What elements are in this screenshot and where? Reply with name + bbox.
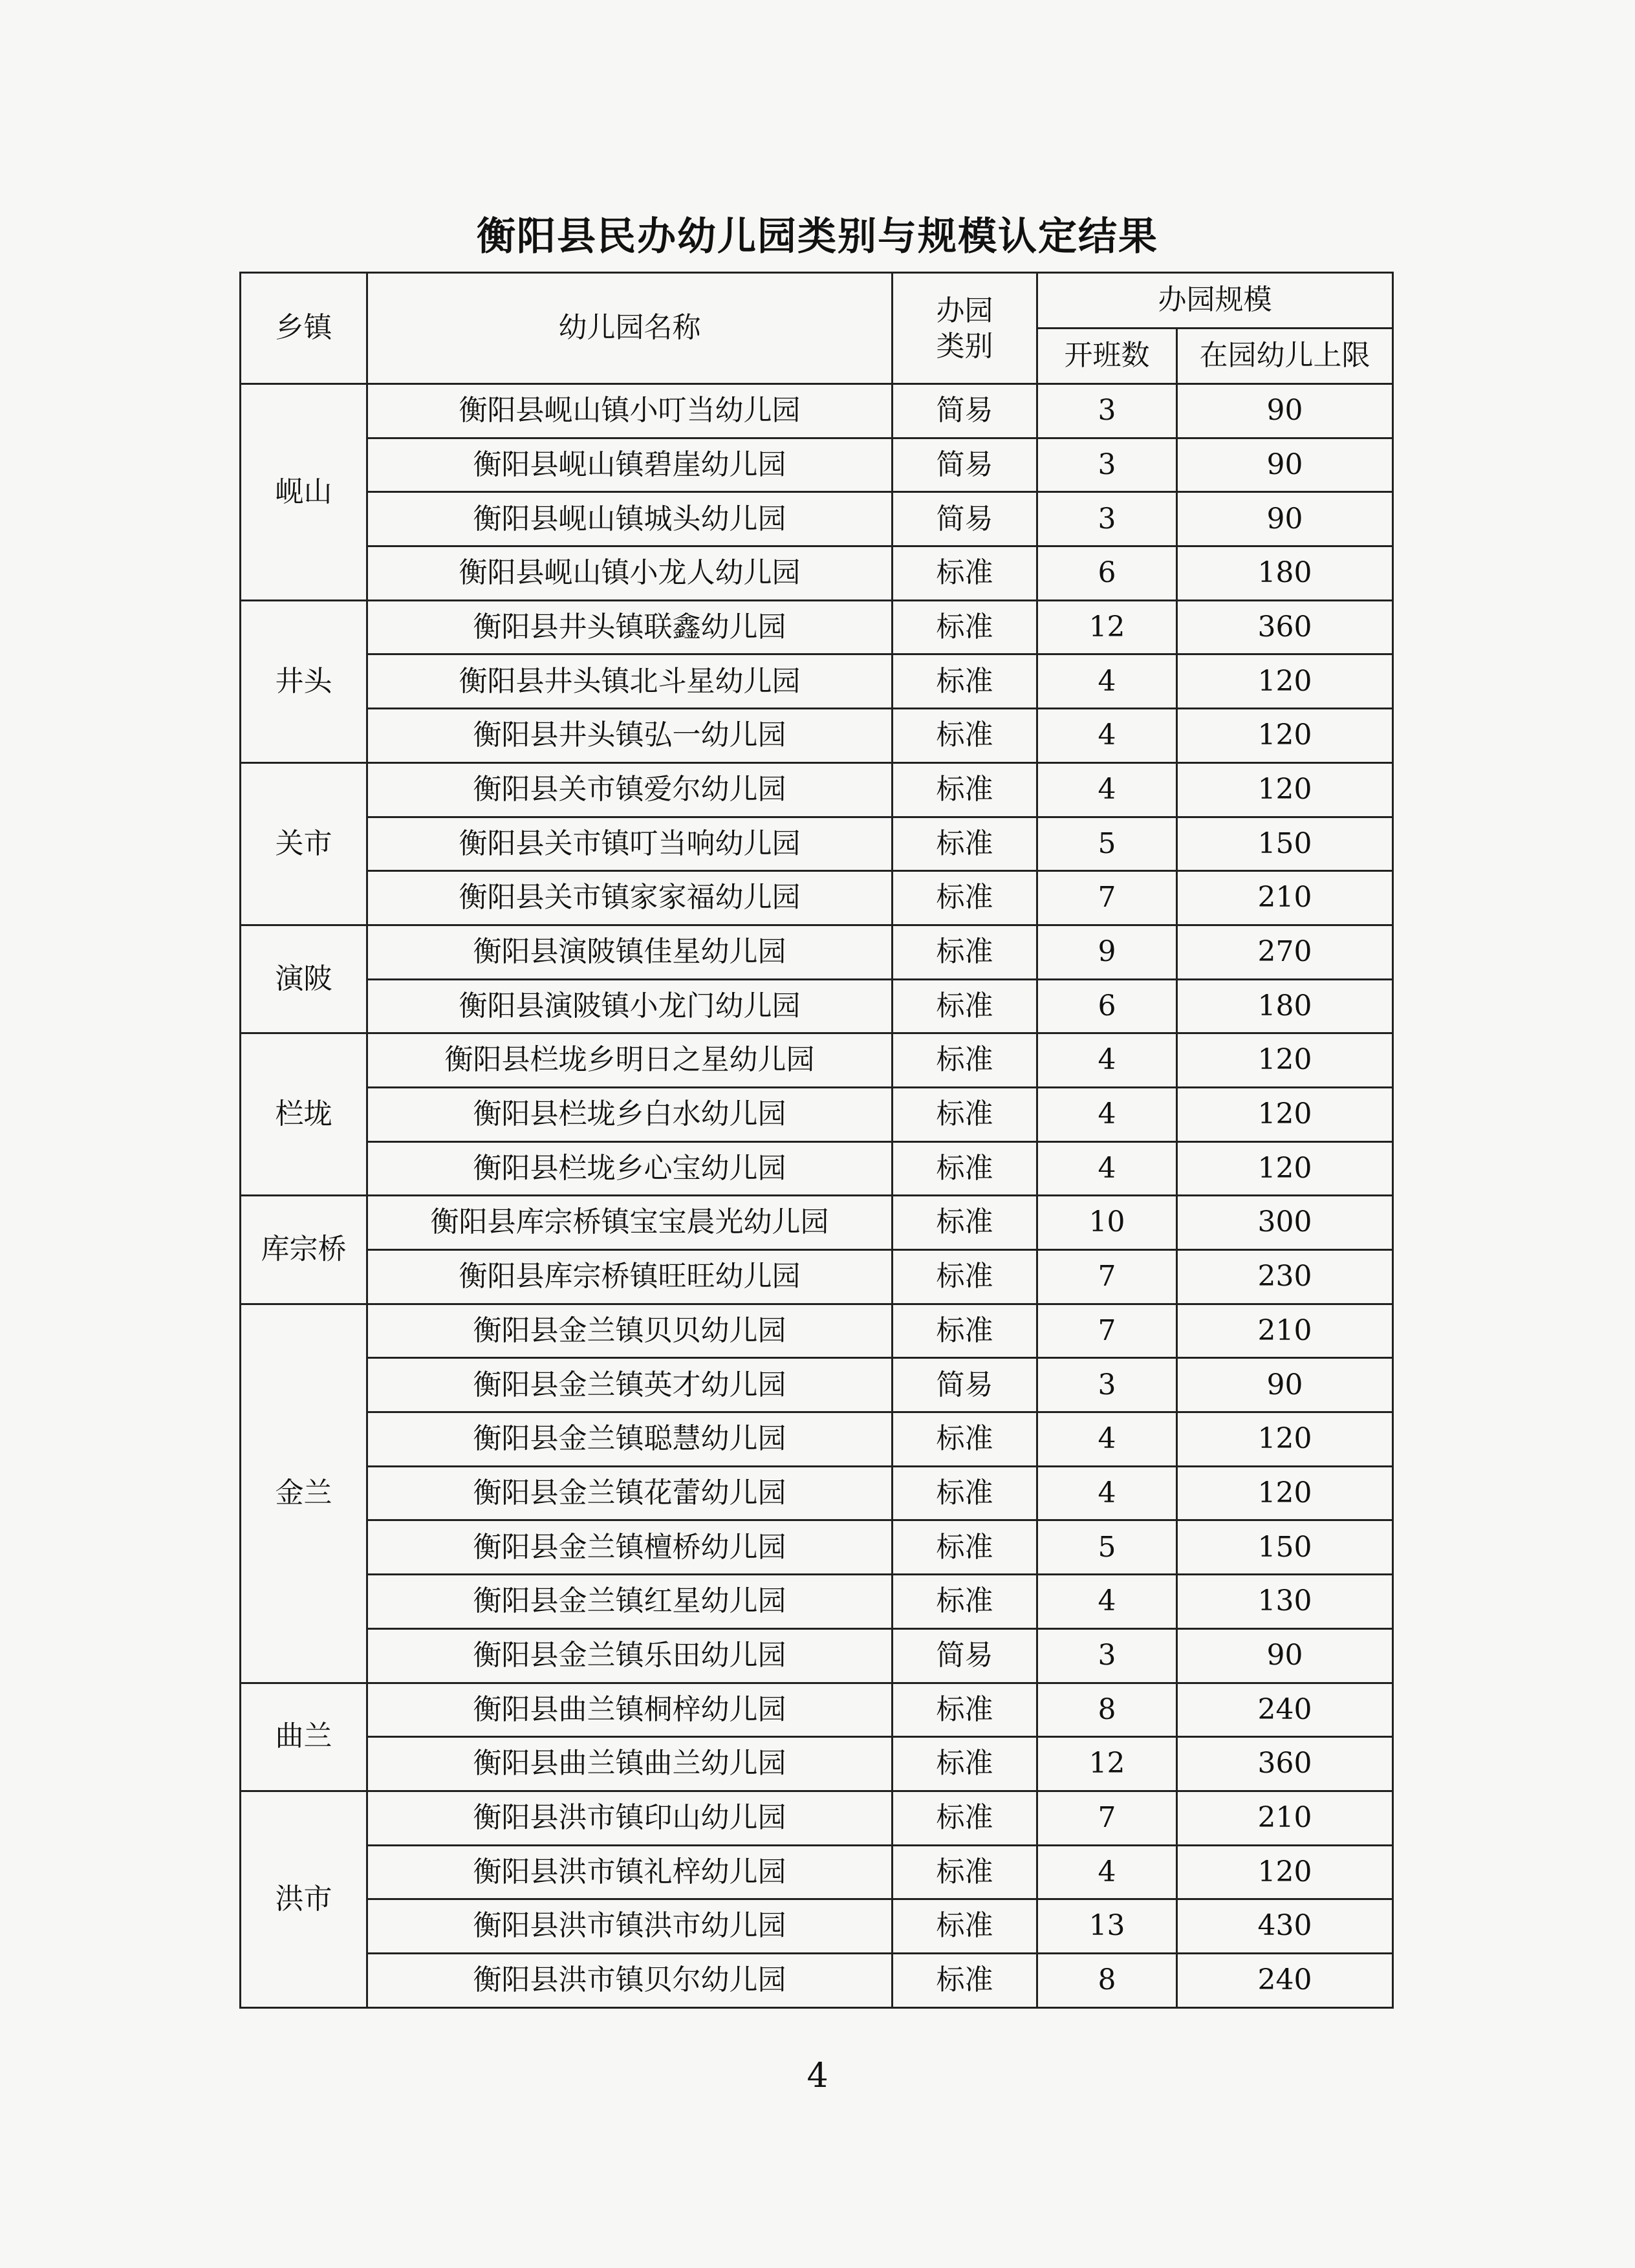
capacity-cell: 120 (1177, 1466, 1393, 1520)
capacity-cell: 120 (1177, 709, 1393, 763)
table-row (241, 1033, 1393, 1088)
classes-cell: 3 (1037, 438, 1177, 492)
capacity-cell: 90 (1177, 438, 1393, 492)
kindergarten-name-cell: 衡阳县金兰镇贝贝幼儿园 (367, 1304, 893, 1358)
kindergarten-name-cell: 衡阳县岘山镇小叮当幼儿园 (367, 384, 893, 438)
capacity-cell: 90 (1177, 492, 1393, 546)
kindergarten-name-cell: 衡阳县洪市镇贝尔幼儿园 (367, 1953, 893, 2007)
table-row (241, 1304, 1393, 1358)
kindergarten-name-cell: 衡阳县关市镇叮当响幼儿园 (367, 817, 893, 871)
kindergarten-name-cell: 衡阳县金兰镇花蕾幼儿园 (367, 1466, 893, 1520)
kindergarten-name-cell: 衡阳县金兰镇檀桥幼儿园 (367, 1520, 893, 1575)
category-cell: 标准 (893, 1575, 1037, 1629)
kindergarten-name-cell: 衡阳县金兰镇红星幼儿园 (367, 1575, 893, 1629)
category-cell: 标准 (893, 1196, 1037, 1250)
table-row (241, 438, 1393, 492)
capacity-cell: 120 (1177, 654, 1393, 709)
table-row (241, 1737, 1393, 1791)
category-cell: 标准 (893, 1737, 1037, 1791)
page-number: 4 (807, 2057, 828, 2095)
category-cell: 简易 (893, 1358, 1037, 1412)
classes-cell: 7 (1037, 1304, 1177, 1358)
kindergarten-name-cell: 衡阳县洪市镇洪市幼儿园 (367, 1899, 893, 1954)
capacity-cell: 120 (1177, 1141, 1393, 1196)
kindergarten-name-cell: 衡阳县岘山镇碧崖幼儿园 (367, 438, 893, 492)
category-cell: 简易 (893, 492, 1037, 546)
table-row (241, 1683, 1393, 1737)
kindergarten-name-cell: 衡阳县岘山镇城头幼儿园 (367, 492, 893, 546)
kindergarten-name-cell: 衡阳县井头镇北斗星幼儿园 (367, 654, 893, 709)
page-title: 衡阳县民办幼儿园类别与规模认定结果 (477, 214, 1158, 259)
table-row (241, 1196, 1393, 1250)
kindergarten-name-cell: 衡阳县关市镇爱尔幼儿园 (367, 762, 893, 817)
classes-cell: 12 (1037, 600, 1177, 654)
table-row (241, 600, 1393, 654)
capacity-cell: 120 (1177, 1845, 1393, 1899)
classes-cell: 3 (1037, 492, 1177, 546)
kindergarten-name-cell: 衡阳县演陂镇佳星幼儿园 (367, 925, 893, 979)
classes-cell: 4 (1037, 1845, 1177, 1899)
category-cell: 标准 (893, 979, 1037, 1033)
header-name: 幼儿园名称 (367, 273, 893, 384)
classes-cell: 8 (1037, 1953, 1177, 2007)
header-category: 办园类别 (893, 273, 1037, 384)
capacity-cell: 210 (1177, 871, 1393, 925)
table-row (241, 1953, 1393, 2007)
capacity-cell: 120 (1177, 1033, 1393, 1088)
classes-cell: 13 (1037, 1899, 1177, 1954)
township-cell: 洪市 (241, 1791, 367, 2007)
capacity-cell: 210 (1177, 1791, 1393, 1845)
capacity-cell: 230 (1177, 1250, 1393, 1304)
category-cell: 标准 (893, 546, 1037, 601)
kindergarten-name-cell: 衡阳县井头镇联鑫幼儿园 (367, 600, 893, 654)
kindergarten-table (239, 272, 1394, 2009)
table-row (241, 1087, 1393, 1141)
category-cell: 标准 (893, 1520, 1037, 1575)
table-row (241, 1250, 1393, 1304)
kindergarten-name-cell: 衡阳县栏垅乡白水幼儿园 (367, 1087, 893, 1141)
kindergarten-name-cell: 衡阳县栏垅乡明日之星幼儿园 (367, 1033, 893, 1088)
capacity-cell: 90 (1177, 384, 1393, 438)
category-cell: 标准 (893, 1304, 1037, 1358)
table-row (241, 1899, 1393, 1954)
category-cell: 标准 (893, 817, 1037, 871)
classes-cell: 4 (1037, 654, 1177, 709)
capacity-cell: 240 (1177, 1953, 1393, 2007)
header-classes: 开班数 (1037, 329, 1177, 384)
table-row (241, 925, 1393, 979)
classes-cell: 10 (1037, 1196, 1177, 1250)
classes-cell: 3 (1037, 1358, 1177, 1412)
category-cell: 简易 (893, 438, 1037, 492)
category-cell: 标准 (893, 1250, 1037, 1304)
table-row (241, 1845, 1393, 1899)
table-row (241, 817, 1393, 871)
classes-cell: 12 (1037, 1737, 1177, 1791)
category-cell: 标准 (893, 1466, 1037, 1520)
capacity-cell: 180 (1177, 546, 1393, 601)
township-cell: 关市 (241, 762, 367, 925)
capacity-cell: 120 (1177, 1087, 1393, 1141)
category-cell: 简易 (893, 1628, 1037, 1683)
header-scale: 办园规模 (1037, 273, 1393, 329)
kindergarten-name-cell: 衡阳县井头镇弘一幼儿园 (367, 709, 893, 763)
classes-cell: 4 (1037, 1087, 1177, 1141)
category-cell: 标准 (893, 654, 1037, 709)
table-row (241, 1791, 1393, 1845)
capacity-cell: 300 (1177, 1196, 1393, 1250)
capacity-cell: 150 (1177, 1520, 1393, 1575)
kindergarten-name-cell: 衡阳县洪市镇礼梓幼儿园 (367, 1845, 893, 1899)
category-cell: 标准 (893, 762, 1037, 817)
table-row (241, 1412, 1393, 1467)
table-header (241, 273, 1393, 384)
kindergarten-name-cell: 衡阳县洪市镇印山幼儿园 (367, 1791, 893, 1845)
table-body (241, 384, 1393, 2008)
township-cell: 金兰 (241, 1304, 367, 1683)
category-cell: 简易 (893, 384, 1037, 438)
header-capacity: 在园幼儿上限 (1177, 329, 1393, 384)
classes-cell: 4 (1037, 1033, 1177, 1088)
classes-cell: 4 (1037, 1412, 1177, 1467)
table-row (241, 546, 1393, 601)
classes-cell: 4 (1037, 1575, 1177, 1629)
classes-cell: 5 (1037, 1520, 1177, 1575)
category-cell: 标准 (893, 1791, 1037, 1845)
table-row (241, 492, 1393, 546)
kindergarten-name-cell: 衡阳县演陂镇小龙门幼儿园 (367, 979, 893, 1033)
classes-cell: 5 (1037, 817, 1177, 871)
table-row (241, 762, 1393, 817)
capacity-cell: 120 (1177, 762, 1393, 817)
category-cell: 标准 (893, 1412, 1037, 1467)
category-cell: 标准 (893, 1141, 1037, 1196)
classes-cell: 7 (1037, 871, 1177, 925)
classes-cell: 8 (1037, 1683, 1177, 1737)
classes-cell: 4 (1037, 709, 1177, 763)
township-cell: 栏垅 (241, 1033, 367, 1196)
capacity-cell: 90 (1177, 1358, 1393, 1412)
category-cell: 标准 (893, 1087, 1037, 1141)
table-row (241, 1466, 1393, 1520)
capacity-cell: 270 (1177, 925, 1393, 979)
capacity-cell: 240 (1177, 1683, 1393, 1737)
capacity-cell: 210 (1177, 1304, 1393, 1358)
township-cell: 库宗桥 (241, 1196, 367, 1304)
capacity-cell: 90 (1177, 1628, 1393, 1683)
category-cell: 标准 (893, 1683, 1037, 1737)
category-cell: 标准 (893, 1899, 1037, 1954)
township-cell: 曲兰 (241, 1683, 367, 1791)
classes-cell: 4 (1037, 1466, 1177, 1520)
category-cell: 标准 (893, 871, 1037, 925)
table-row (241, 1358, 1393, 1412)
township-cell: 井头 (241, 600, 367, 762)
table-row (241, 1520, 1393, 1575)
table-row (241, 654, 1393, 709)
township-cell: 演陂 (241, 925, 367, 1033)
township-cell: 岘山 (241, 384, 367, 601)
classes-cell: 7 (1037, 1250, 1177, 1304)
category-cell: 标准 (893, 1953, 1037, 2007)
kindergarten-name-cell: 衡阳县曲兰镇曲兰幼儿园 (367, 1737, 893, 1791)
table-row (241, 709, 1393, 763)
category-cell: 标准 (893, 1033, 1037, 1088)
category-cell: 标准 (893, 600, 1037, 654)
table-row (241, 384, 1393, 438)
classes-cell: 7 (1037, 1791, 1177, 1845)
table-row (241, 1628, 1393, 1683)
header-township: 乡镇 (241, 273, 367, 384)
capacity-cell: 180 (1177, 979, 1393, 1033)
classes-cell: 3 (1037, 1628, 1177, 1683)
capacity-cell: 130 (1177, 1575, 1393, 1629)
table-row (241, 1141, 1393, 1196)
table-row (241, 1575, 1393, 1629)
kindergarten-name-cell: 衡阳县曲兰镇桐梓幼儿园 (367, 1683, 893, 1737)
kindergarten-name-cell: 衡阳县金兰镇英才幼儿园 (367, 1358, 893, 1412)
kindergarten-name-cell: 衡阳县金兰镇乐田幼儿园 (367, 1628, 893, 1683)
kindergarten-name-cell: 衡阳县金兰镇聪慧幼儿园 (367, 1412, 893, 1467)
capacity-cell: 150 (1177, 817, 1393, 871)
kindergarten-name-cell: 衡阳县库宗桥镇旺旺幼儿园 (367, 1250, 893, 1304)
capacity-cell: 120 (1177, 1412, 1393, 1467)
classes-cell: 4 (1037, 1141, 1177, 1196)
table-row (241, 871, 1393, 925)
category-cell: 标准 (893, 709, 1037, 763)
classes-cell: 3 (1037, 384, 1177, 438)
capacity-cell: 430 (1177, 1899, 1393, 1954)
table-row (241, 979, 1393, 1033)
classes-cell: 9 (1037, 925, 1177, 979)
category-cell: 标准 (893, 925, 1037, 979)
kindergarten-name-cell: 衡阳县岘山镇小龙人幼儿园 (367, 546, 893, 601)
kindergarten-name-cell: 衡阳县关市镇家家福幼儿园 (367, 871, 893, 925)
classes-cell: 6 (1037, 546, 1177, 601)
capacity-cell: 360 (1177, 600, 1393, 654)
category-cell: 标准 (893, 1845, 1037, 1899)
classes-cell: 4 (1037, 762, 1177, 817)
capacity-cell: 360 (1177, 1737, 1393, 1791)
kindergarten-name-cell: 衡阳县库宗桥镇宝宝晨光幼儿园 (367, 1196, 893, 1250)
kindergarten-name-cell: 衡阳县栏垅乡心宝幼儿园 (367, 1141, 893, 1196)
classes-cell: 6 (1037, 979, 1177, 1033)
